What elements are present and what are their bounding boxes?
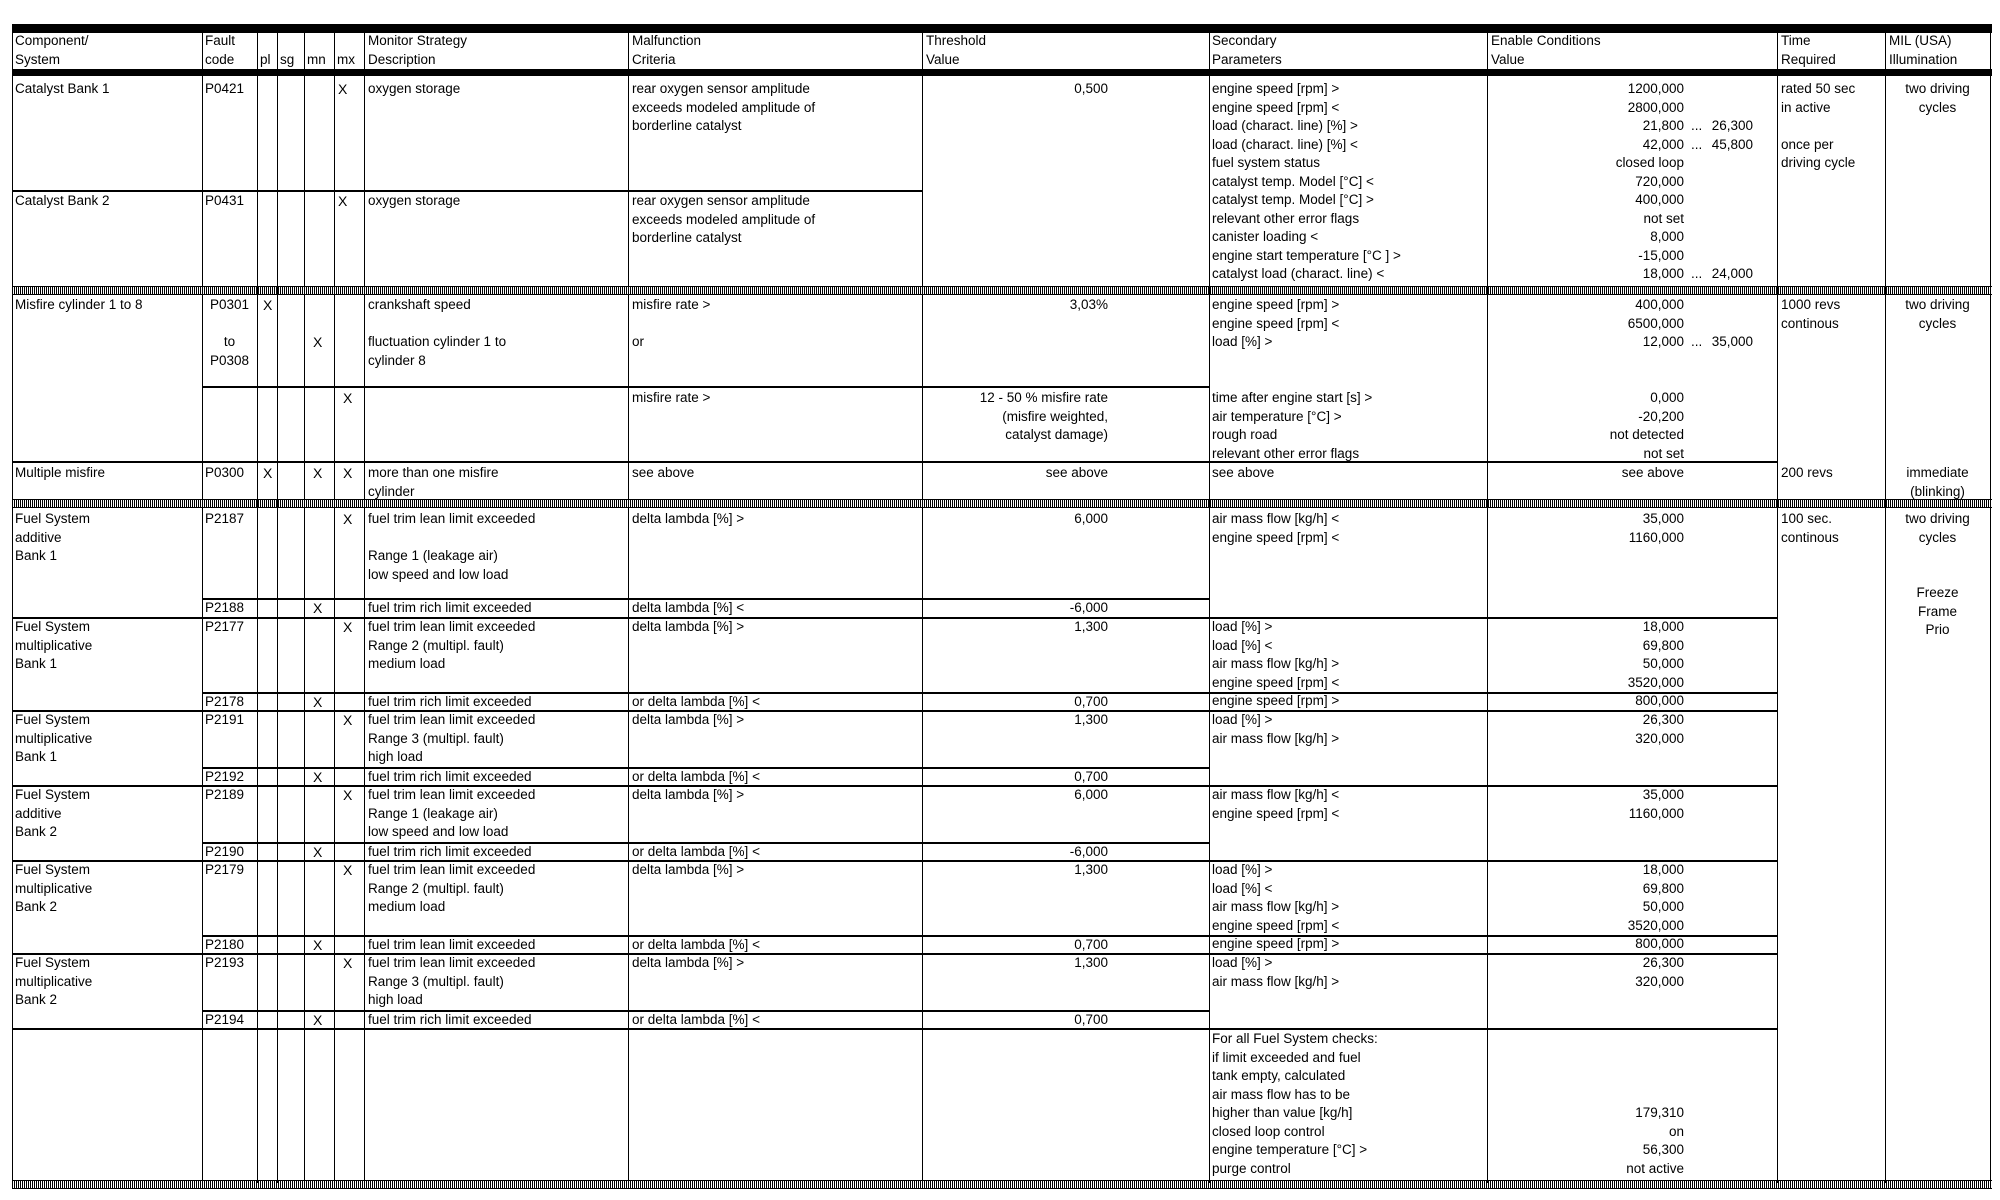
fuel-additive-bank2-malfunction-rich: or delta lambda [%] < bbox=[632, 844, 760, 859]
row-line bbox=[12, 860, 1777, 862]
fuel-additive-bank2-mx-mark: X bbox=[343, 787, 353, 803]
fuel-mult-bank2-r2-malfunction-lean: delta lambda [%] > bbox=[632, 862, 745, 877]
fuel-mult-bank1-r3-monitor-lean: fuel trim lean limit exceeded Range 3 (multipl. fault) high load bbox=[368, 712, 536, 764]
section-divider-misfire bbox=[12, 499, 1992, 508]
fuel-additive-bank2-malfunction-lean: delta lambda [%] > bbox=[632, 787, 745, 802]
header-mn: mn bbox=[307, 52, 326, 67]
misfire-monitor: crankshaft speed fluctuation cylinder 1 to cylinder 8 bbox=[368, 297, 507, 368]
multiple-misfire-time: 200 revs bbox=[1781, 465, 1833, 480]
catalyst-bank1-monitor: oxygen storage bbox=[368, 81, 461, 96]
misfire-code: P0301 to P0308 bbox=[209, 297, 250, 368]
misfire-time: 1000 revs continous bbox=[1781, 297, 1841, 331]
fuel-additive-bank1-monitor-rich: fuel trim rich limit exceeded bbox=[368, 600, 532, 615]
fuel-time: 100 sec. continous bbox=[1781, 511, 1839, 545]
fuel-additive-bank2-monitor-lean: fuel trim lean limit exceeded Range 1 (leakage air) low speed and low load bbox=[368, 787, 536, 839]
fuel-additive-bank1-monitor-lean: fuel trim lean limit exceeded Range 1 (leakage air) low speed and low load bbox=[368, 511, 536, 582]
misfire-secondary-1: engine speed [rpm] > engine speed [rpm] < load [%] > bbox=[1212, 297, 1340, 349]
fuel-additive-bank1-threshold-lean: 6,000 bbox=[1074, 511, 1108, 526]
header-threshold: Threshold Value bbox=[926, 33, 987, 67]
fuel-mult-bank2-r3-mx-mark: X bbox=[343, 955, 353, 971]
fuel-additive-bank2-threshold-lean: 6,000 bbox=[1074, 787, 1108, 802]
fuel-mult-bank2-r2-threshold-rich: 0,700 bbox=[1074, 937, 1108, 952]
fuel-mult-bank2-r2-monitor-rich: fuel trim lean limit exceeded bbox=[368, 937, 536, 952]
fuel-mult-bank1-r2-secondary: load [%] > load [%] < air mass flow [kg/h] > engine speed [rpm] < engine speed [rpm] > bbox=[1212, 619, 1340, 708]
catalyst-threshold: 0,500 bbox=[1074, 81, 1108, 96]
fuel-general-note-values: 179,310 on 56,300 not active bbox=[1626, 1105, 1684, 1176]
misfire-secondary-2: time after engine start [s] > air temperature [°C] > rough road relevant other error flags bbox=[1212, 390, 1373, 461]
fuel-mult-bank1-r3-threshold-rich: 0,700 bbox=[1074, 769, 1108, 784]
multiple-misfire-component: Multiple misfire bbox=[15, 465, 106, 480]
fuel-additive-bank1-code-lean: P2187 bbox=[205, 511, 245, 526]
misfire-mil: two driving cycles bbox=[1905, 297, 1970, 331]
grid-vline bbox=[1777, 33, 1778, 1183]
fuel-mult-bank2-r3-code-rich: P2194 bbox=[205, 1012, 245, 1027]
fuel-additive-bank2-secondary: air mass flow [kg/h] < engine speed [rpm] < bbox=[1212, 787, 1340, 821]
fuel-additive-bank1-secondary: air mass flow [kg/h] < engine speed [rpm] < bbox=[1212, 511, 1340, 545]
multiple-misfire-mx-mark: X bbox=[343, 465, 353, 481]
fuel-mult-bank1-r3-malfunction-rich: or delta lambda [%] < bbox=[632, 769, 760, 784]
catalyst-range-dots: ... ... bbox=[1691, 118, 1703, 152]
misfire-mx-mark: X bbox=[343, 390, 353, 406]
header-rule bbox=[12, 69, 1992, 76]
fuel-mult-bank1-r2-mx-mark: X bbox=[343, 619, 353, 635]
fuel-mult-bank2-r2-threshold-lean: 1,300 bbox=[1074, 862, 1108, 877]
fuel-additive-bank2-enable: 35,000 1160,000 bbox=[1628, 787, 1684, 821]
fuel-mult-bank2-r3-mn-mark: X bbox=[313, 1012, 323, 1028]
misfire-pl-mark: X bbox=[263, 297, 273, 313]
fuel-additive-bank1-malfunction-rich: delta lambda [%] < bbox=[632, 600, 745, 615]
fuel-additive-bank1-mx-mark: X bbox=[343, 511, 353, 527]
catalyst-bank1-code: P0421 bbox=[205, 81, 245, 96]
catalyst-bank1-component: Catalyst Bank 1 bbox=[15, 81, 110, 96]
fuel-mult-bank1-r2-mn-mark: X bbox=[313, 694, 323, 710]
fuel-mult-bank1-r3-mx-mark: X bbox=[343, 712, 353, 728]
fuel-general-note: For all Fuel System checks: if limit exceeded and fuel tank empty, calculated air mass flow has to be higher than value [kg/h] closed loop control engine temperature [°C] > purge control bbox=[1212, 1031, 1378, 1176]
multiple-misfire-secondary: see above bbox=[1212, 465, 1275, 480]
fuel-mult-bank1-r3-component: Fuel System multiplicative Bank 1 bbox=[15, 712, 93, 764]
multiple-misfire-pl-mark: X bbox=[263, 465, 273, 481]
header-malfunction: Malfunction Criteria bbox=[632, 33, 702, 67]
catalyst-bank2-mx-mark: X bbox=[338, 193, 348, 209]
fuel-mult-bank1-r3-malfunction-lean: delta lambda [%] > bbox=[632, 712, 745, 727]
section-divider-catalyst bbox=[12, 286, 1992, 295]
fuel-mult-bank1-r2-threshold-rich: 0,700 bbox=[1074, 694, 1108, 709]
fuel-mult-bank1-r3-monitor-rich: fuel trim rich limit exceeded bbox=[368, 769, 532, 784]
catalyst-bank1-malfunction: rear oxygen sensor amplitude exceeds modeled amplitude of borderline catalyst bbox=[632, 81, 816, 133]
grid-vline bbox=[1487, 33, 1488, 1183]
catalyst-mil: two driving cycles bbox=[1905, 81, 1970, 115]
fuel-mult-bank2-r2-code-lean: P2179 bbox=[205, 862, 245, 877]
multiple-misfire-enable: see above bbox=[1621, 465, 1684, 480]
fuel-mult-bank2-r2-mn-mark: X bbox=[313, 937, 323, 953]
fuel-mult-bank1-r2-code-lean: P2177 bbox=[205, 619, 245, 634]
header-component: Component/ System bbox=[15, 33, 89, 67]
fuel-mult-bank1-r3-code-rich: P2192 bbox=[205, 769, 245, 784]
header-secondary: Secondary Parameters bbox=[1212, 33, 1282, 67]
misfire-threshold-1: 3,03% bbox=[1069, 297, 1108, 312]
fuel-mult-bank1-r2-code-rich: P2178 bbox=[205, 694, 245, 709]
table-frame bbox=[12, 24, 1992, 1188]
header-time: Time Required bbox=[1781, 33, 1836, 67]
fuel-mult-bank1-r3-secondary: load [%] > air mass flow [kg/h] > bbox=[1212, 712, 1340, 746]
row-line bbox=[12, 617, 1777, 619]
misfire-malfunction-2: misfire rate > bbox=[632, 390, 711, 405]
fuel-additive-bank2-code-rich: P2190 bbox=[205, 844, 245, 859]
fuel-mult-bank1-r2-threshold-lean: 1,300 bbox=[1074, 619, 1108, 634]
grid-vline bbox=[12, 24, 13, 1188]
fuel-additive-bank1-malfunction-lean: delta lambda [%] > bbox=[632, 511, 745, 526]
fuel-additive-bank2-monitor-rich: fuel trim rich limit exceeded bbox=[368, 844, 532, 859]
fuel-mult-bank2-r3-enable: 26,300 320,000 bbox=[1635, 955, 1684, 989]
multiple-misfire-code: P0300 bbox=[205, 465, 245, 480]
fuel-mil: two driving cycles Freeze Frame Prio bbox=[1905, 511, 1970, 637]
fuel-additive-bank2-code-lean: P2189 bbox=[205, 787, 245, 802]
fuel-mult-bank1-r2-malfunction-lean: delta lambda [%] > bbox=[632, 619, 745, 634]
fuel-mult-bank2-r2-secondary: load [%] > load [%] < air mass flow [kg/h] > engine speed [rpm] < engine speed [rpm] > bbox=[1212, 862, 1340, 951]
fuel-mult-bank2-r2-enable: 18,000 69,800 50,000 3520,000 800,000 bbox=[1627, 862, 1684, 951]
fuel-additive-bank2-component: Fuel System additive Bank 2 bbox=[15, 787, 91, 839]
fuel-mult-bank2-r3-monitor-lean: fuel trim lean limit exceeded Range 3 (multipl. fault) high load bbox=[368, 955, 536, 1007]
fuel-mult-bank2-r3-threshold-rich: 0,700 bbox=[1074, 1012, 1108, 1027]
misfire-enable-1: 400,000 6500,000 12,000 bbox=[1627, 297, 1684, 349]
row-line bbox=[12, 953, 1777, 955]
header-pl: pl bbox=[260, 52, 271, 67]
catalyst-last-high: 24,000 bbox=[1711, 266, 1753, 281]
row-line bbox=[202, 386, 1209, 388]
fuel-mult-bank2-r3-threshold-lean: 1,300 bbox=[1074, 955, 1108, 970]
row-line bbox=[12, 461, 1777, 463]
fuel-mult-bank2-r3-component: Fuel System multiplicative Bank 2 bbox=[15, 955, 93, 1007]
fuel-mult-bank2-r2-code-rich: P2180 bbox=[205, 937, 245, 952]
fuel-mult-bank2-r2-monitor-lean: fuel trim lean limit exceeded Range 2 (multipl. fault) medium load bbox=[368, 862, 536, 914]
catalyst-enable-values: 1200,000 2800,000 21,800 42,000 closed loop 720,000 400,000 not set 8,000 -15,000 18,000 bbox=[1615, 81, 1684, 281]
catalyst-secondary-params: engine speed [rpm] > engine speed [rpm] < load (charact. line) [%] > load (charact. line) [%] < fuel system status catalyst temp. Model [°C] < catalyst temp. Model [°C] > relevant other error flags canister loading < engine start temperature [°C ] > catalyst load (charact. line) < bbox=[1212, 81, 1401, 281]
fuel-mult-bank2-r3-code-lean: P2193 bbox=[205, 955, 245, 970]
grid-vline bbox=[1990, 24, 1991, 1188]
row-line bbox=[12, 785, 1777, 787]
fuel-mult-bank1-r3-mn-mark: X bbox=[313, 769, 323, 785]
multiple-misfire-monitor: more than one misfire cylinder bbox=[368, 465, 499, 499]
fuel-additive-bank2-mn-mark: X bbox=[313, 844, 323, 860]
fuel-additive-bank2-threshold-rich: -6,000 bbox=[1069, 844, 1108, 859]
misfire-malfunction-1: misfire rate > or bbox=[632, 297, 711, 349]
top-rule bbox=[12, 24, 1992, 33]
section-divider-bottom bbox=[12, 1180, 1992, 1189]
fuel-mult-bank2-r3-secondary: load [%] > air mass flow [kg/h] > bbox=[1212, 955, 1340, 989]
fuel-additive-bank1-code-rich: P2188 bbox=[205, 600, 245, 615]
misfire-enable-2: 0,000 -20,200 not detected not set bbox=[1609, 390, 1684, 461]
misfire-component: Misfire cylinder 1 to 8 bbox=[15, 297, 143, 312]
misfire-threshold-2: 12 - 50 % misfire rate (misfire weighted, catalyst damage) bbox=[979, 390, 1108, 442]
catalyst-bank2-code: P0431 bbox=[205, 193, 245, 208]
catalyst-bank2-component: Catalyst Bank 2 bbox=[15, 193, 110, 208]
fuel-mult-bank1-r3-threshold-lean: 1,300 bbox=[1074, 712, 1108, 727]
multiple-misfire-malfunction: see above bbox=[632, 465, 695, 480]
fuel-mult-bank2-r2-malfunction-rich: or delta lambda [%] < bbox=[632, 937, 760, 952]
fuel-mult-bank2-r3-malfunction-rich: or delta lambda [%] < bbox=[632, 1012, 760, 1027]
fuel-mult-bank1-r2-monitor-rich: fuel trim rich limit exceeded bbox=[368, 694, 532, 709]
fuel-mult-bank2-r3-monitor-rich: fuel trim rich limit exceeded bbox=[368, 1012, 532, 1027]
catalyst-bank2-monitor: oxygen storage bbox=[368, 193, 461, 208]
fuel-mult-bank1-r2-malfunction-rich: or delta lambda [%] < bbox=[632, 694, 760, 709]
fuel-mult-bank1-r2-monitor-lean: fuel trim lean limit exceeded Range 2 (multipl. fault) medium load bbox=[368, 619, 536, 671]
catalyst-range-high: 26,300 45,800 bbox=[1711, 118, 1753, 152]
fuel-mult-bank1-r3-code-lean: P2191 bbox=[205, 712, 245, 727]
fuel-additive-bank1-mn-mark: X bbox=[313, 600, 323, 616]
fuel-mult-bank2-r3-malfunction-lean: delta lambda [%] > bbox=[632, 955, 745, 970]
catalyst-last-dots: ... bbox=[1691, 266, 1703, 281]
fuel-mult-bank1-r3-enable: 26,300 320,000 bbox=[1635, 712, 1684, 746]
header-monitor: Monitor Strategy Description bbox=[368, 33, 468, 67]
header-fault-code: Fault code bbox=[205, 33, 236, 67]
row-line bbox=[12, 1028, 1777, 1030]
misfire-mn-mark: X bbox=[313, 334, 323, 350]
header-sg: sg bbox=[280, 52, 295, 67]
multiple-misfire-mn-mark: X bbox=[313, 465, 323, 481]
row-line bbox=[12, 710, 1777, 712]
fuel-mult-bank2-r2-mx-mark: X bbox=[343, 862, 353, 878]
catalyst-bank2-malfunction: rear oxygen sensor amplitude exceeds modeled amplitude of borderline catalyst bbox=[632, 193, 816, 245]
multiple-misfire-mil: immediate (blinking) bbox=[1906, 465, 1969, 499]
header-mx: mx bbox=[337, 52, 355, 67]
catalyst-bank1-mx-mark: X bbox=[338, 81, 348, 97]
fuel-mult-bank1-r2-component: Fuel System multiplicative Bank 1 bbox=[15, 619, 93, 671]
fuel-additive-bank1-component: Fuel System additive Bank 1 bbox=[15, 511, 91, 563]
header-enable: Enable Conditions Value bbox=[1491, 33, 1601, 67]
fuel-additive-bank1-threshold-rich: -6,000 bbox=[1069, 600, 1108, 615]
fuel-mult-bank2-r2-component: Fuel System multiplicative Bank 2 bbox=[15, 862, 93, 914]
fuel-additive-bank1-enable: 35,000 1160,000 bbox=[1628, 511, 1684, 545]
multiple-misfire-threshold: see above bbox=[1045, 465, 1108, 480]
header-mil: MIL (USA) Illumination bbox=[1889, 33, 1958, 67]
catalyst-time: rated 50 sec in active once per driving cycle bbox=[1781, 81, 1856, 170]
misfire-enable-high: 35,000 bbox=[1711, 334, 1753, 349]
fuel-mult-bank1-r2-enable: 18,000 69,800 50,000 3520,000 800,000 bbox=[1627, 619, 1684, 708]
misfire-enable-dots: ... bbox=[1691, 334, 1703, 349]
